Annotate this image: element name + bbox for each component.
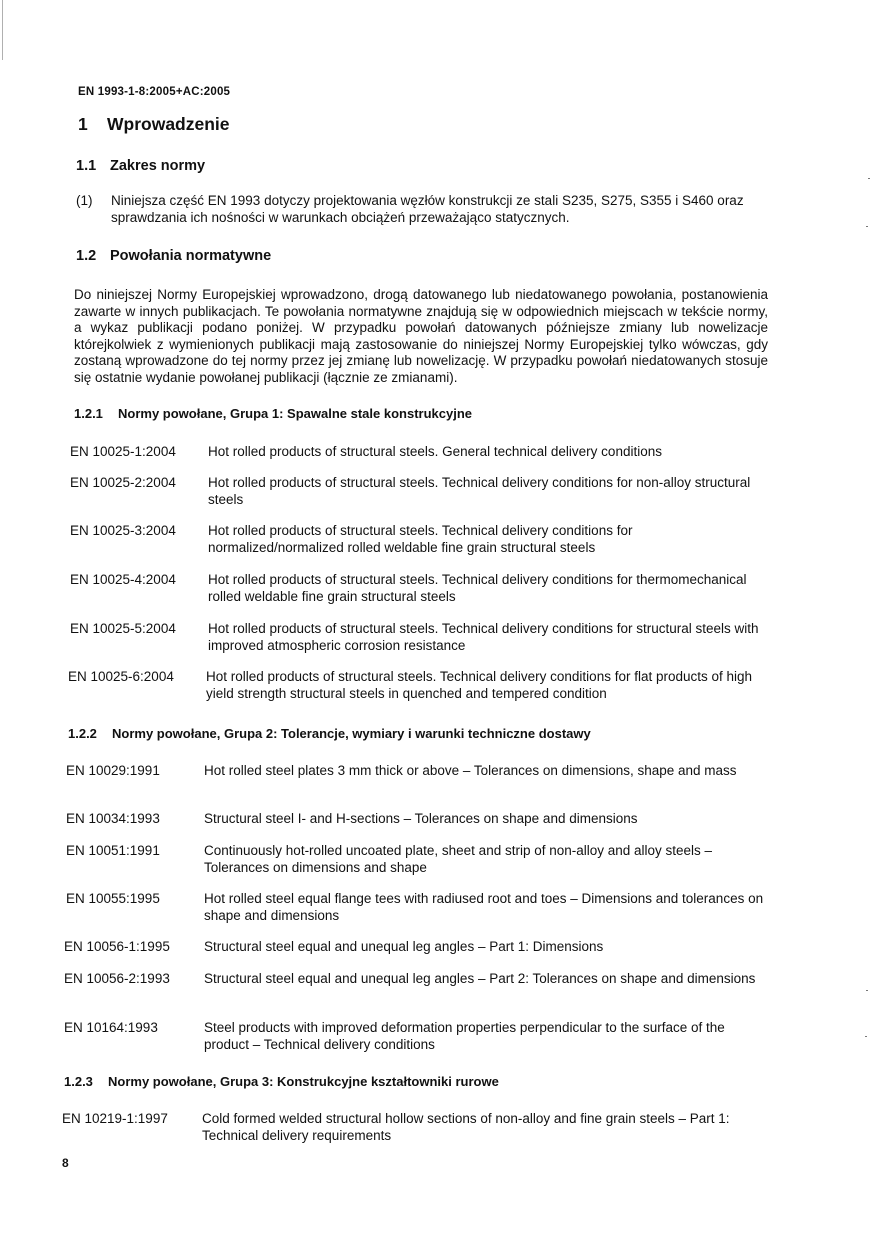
section-number: 1.1 [76, 158, 97, 174]
reference-title: Hot rolled steel plates 3 mm thick or above – Tolerances on dimensions, shape and mass [204, 763, 737, 778]
reference-title: Hot rolled products of structural steels. Technical delivery conditions for normalized/normalized rolled weldable fine grain structural steels [208, 523, 633, 555]
subsection-title: Normy powołane, Grupa 1: Spawalne stale konstrukcyjne [118, 406, 472, 421]
reference-code: EN 10055:1995 [66, 891, 160, 906]
reference-code: EN 10025-3:2004 [70, 523, 176, 538]
chapter-title: Wprowadzenie [107, 114, 230, 134]
reference-title: Continuously hot-rolled uncoated plate, sheet and strip of non-alloy and alloy steels – Tolerances on dimensions and shape [204, 843, 713, 875]
reference-title: Hot rolled products of structural steels. Technical delivery conditions for flat products of high yield strength structural steels in quenched and tempered condition [206, 669, 753, 701]
reference-code: EN 10034:1993 [66, 811, 160, 826]
section-number: 1.2 [76, 248, 97, 264]
paragraph-marker: (1) [76, 193, 93, 208]
subsection-number: 1.2.2 [68, 726, 97, 741]
reference-code: EN 10025-2:2004 [70, 475, 176, 490]
reference-title: Steel products with improved deformation properties perpendicular to the surface of the product – Technical delivery conditions [204, 1020, 725, 1052]
page-number: 8 [62, 1156, 69, 1170]
chapter-heading [78, 114, 230, 135]
reference-code: EN 10056-1:1995 [64, 939, 170, 954]
reference-code: EN 10219-1:1997 [62, 1111, 168, 1126]
reference-title: Structural steel equal and unequal leg angles – Part 2: Tolerances on shape and dimensions [204, 971, 756, 986]
subsection-number: 1.2.1 [74, 406, 103, 421]
reference-code: EN 10025-1:2004 [70, 444, 176, 459]
scan-speck [866, 990, 868, 991]
reference-code: EN 10056-2:1993 [64, 971, 170, 986]
reference-title: Hot rolled steel equal flange tees with radiused root and toes – Dimensions and tolerances on shape and dimensions [204, 891, 764, 923]
subsection-heading-1-2-2 [68, 726, 591, 741]
reference-title: Hot rolled products of structural steels. General technical delivery conditions [208, 444, 662, 459]
subsection-title: Normy powołane, Grupa 3: Konstrukcyjne kształtowniki rurowe [108, 1074, 499, 1089]
section-title: Powołania normatywne [110, 248, 272, 264]
reference-title: Hot rolled products of structural steels. Technical delivery conditions for structural steels with improved atmospheric corrosion resistance [208, 621, 759, 653]
subsection-number: 1.2.3 [64, 1074, 93, 1089]
section-heading-1-2 [76, 248, 271, 264]
reference-code: EN 10164:1993 [64, 1020, 158, 1035]
paragraph-text: Niniejsza część EN 1993 dotyczy projektowania węzłów konstrukcji ze stali S235, S275, S355 i S460 oraz sprawdzania ich nośności w warunkach obciążeń przeważająco statycznych. [111, 193, 744, 225]
reference-code: EN 10051:1991 [66, 843, 160, 858]
subsection-heading-1-2-3 [64, 1074, 499, 1089]
scan-edge [2, 0, 3, 60]
normative-references-intro: Do niniejszej Normy Europejskiej wprowadzono, drogą datowanego lub niedatowanego powołania, postanowienia zawarte w innych publikacjach. Te powołania normatywne znajdują się w odpowiednich miejscach w tekście normy, a wykaz publikacji podano poniżej. W przypadku powołań datowanych późniejsze zmiany lub nowelizacje którejkolwiek z wymienionych publikacji mają zastosowanie do niniejszej Normy Europejskiej tylko wówczas, gdy zostaną wprowadzone do tej normy przez jej zmianę lub nowelizację. W przypadku powołań niedatowanych stosuje się ostatnie wydanie powołanej publikacji (łącznie ze zmianami). [74, 287, 768, 385]
reference-title: Hot rolled products of structural steels. Technical delivery conditions for thermomechanical rolled weldable fine grain structural steels [208, 572, 747, 604]
reference-title: Hot rolled products of structural steels. Technical delivery conditions for non-alloy structural steels [208, 475, 751, 507]
document-header: EN 1993-1-8:2005+AC:2005 [78, 86, 231, 98]
chapter-number: 1 [78, 114, 88, 134]
scan-speck [865, 1036, 867, 1037]
scan-speck [868, 178, 870, 179]
reference-title: Structural steel equal and unequal leg angles – Part 1: Dimensions [204, 939, 604, 954]
reference-title: Cold formed welded structural hollow sections of non-alloy and fine grain steels – Part 1: Technical delivery requirements [202, 1111, 730, 1143]
reference-code: EN 10025-5:2004 [70, 621, 176, 636]
scope-paragraph [76, 192, 776, 226]
scan-speck [866, 226, 868, 227]
subsection-heading-1-2-1 [74, 406, 472, 421]
reference-title: Structural steel I- and H-sections – Tolerances on shape and dimensions [204, 811, 638, 826]
section-title: Zakres normy [110, 158, 206, 174]
reference-code: EN 10025-6:2004 [68, 669, 174, 684]
reference-code: EN 10025-4:2004 [70, 572, 176, 587]
subsection-title: Normy powołane, Grupa 2: Tolerancje, wymiary i warunki techniczne dostawy [112, 726, 591, 741]
section-heading-1-1 [76, 158, 205, 174]
reference-code: EN 10029:1991 [66, 763, 160, 778]
